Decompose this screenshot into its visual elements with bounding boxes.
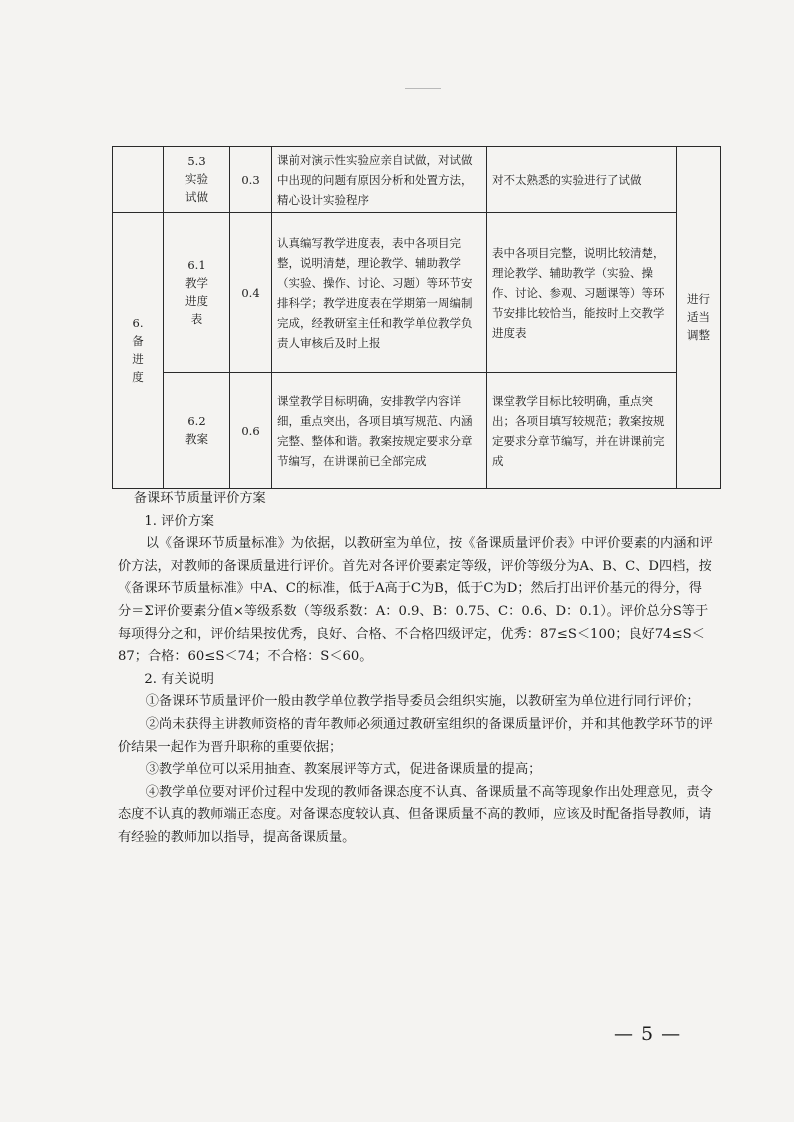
list-item: ①备课环节质量评价一般由教学单位教学指导委员会组织实施，以教研室为单位进行同行评价；: [145, 694, 700, 710]
quality-standard-table: [112, 146, 721, 489]
remark-cell: 进行适当调整: [677, 147, 721, 489]
table-row: [113, 373, 721, 489]
category-cell-empty: [113, 147, 164, 213]
weight-cell: 0.6: [230, 373, 272, 489]
sub-heading: 1. 评价方案: [144, 513, 214, 529]
scan-mark: [405, 88, 441, 89]
standard-a-cell: 课前对演示性实验应亲自试做，对试做中出现的问题有原因分析和处置方法，精心设计实验程序: [272, 147, 487, 213]
sub-item-cell: 6.2 教案: [164, 373, 230, 489]
evaluation-text: [118, 488, 714, 850]
weight-cell: 0.4: [230, 213, 272, 373]
category-cell: 6.备进度: [113, 213, 164, 489]
section-heading: 备课环节质量评价方案: [133, 491, 266, 506]
standard-c-cell: 对不太熟悉的实验进行了试做: [487, 147, 677, 213]
list-item: ③教学单位可以采用抽查、教案展评等方式，促进备课质量的提高；: [145, 762, 542, 778]
standard-c-cell: 课堂教学目标比较明确，重点突出；各项目填写较规范；教案按规定要求分章节编写，并在讲课前完成: [487, 373, 677, 489]
weight-cell: 0.3: [230, 147, 272, 213]
sub-item-cell: 5.3 实验试做: [164, 147, 230, 213]
list-item: ④教学单位要对评价过程中发现的教师备课态度不认真、备课质量不高等现象作出处理意见，责令态度不认真的教师端正态度。对备课态度较认真、但备课质量不高的教师，应该及时配备指导教师，请有经验的教师加以指导，提高备课质量。: [118, 784, 713, 845]
table-row: [113, 213, 721, 373]
page-number: — 5 —: [614, 1023, 682, 1045]
standard-a-cell: 认真编写教学进度表，表中各项目完整，说明清楚，理论教学、辅助教学（实验、操作、讨论、习题）等环节安排科学；教学进度表在学期第一周编制完成，经教研室主任和教学单位教学负责人审核后及时上报: [272, 213, 487, 373]
sub-heading: 2. 有关说明: [144, 671, 214, 687]
list-item: ②尚未获得主讲教师资格的青年教师必须通过教研室组织的备课质量评价，并和其他教学环节的评价结果一起作为晋升职称的重要依据；: [118, 716, 713, 755]
sub-item-cell: 6.1 教学进度表: [164, 213, 230, 373]
standard-a-cell: 课堂教学目标明确，安排教学内容详细，重点突出，各项目填写规范、内涵完整、整体和谐。教案按规定要求分章节编写，在讲课前已全部完成: [272, 373, 487, 489]
paragraph: 以《备课环节质量标准》为依据，以教研室为单位，按《备课质量评价表》中评价要素的内涵和评价方法，对教师的备课质量进行评价。首先对各评价要素定等级，评价等级分为A、B、C、D四档，按《备课环节质量标准》中A、C的标准，低于A高于C为B，低于C为D；然后打出评价基元的得分，得分＝Σ评价要素分值×等级系数（等级系数：A：0.9、B：0.75、C：0.6、D：0.1）。评价总分S等于每项得分之和，评价结果按优秀，良好、合格、不合格四级评定，优秀：87≤S＜100；良好74≤S＜87；合格：60≤S＜74；不合格：S＜60。: [118, 536, 713, 665]
table-row: [113, 147, 721, 213]
standard-c-cell: 表中各项目完整，说明比较清楚，理论教学、辅助教学（实验、操作、讨论、参观、习题课等）等环节安排比较恰当，能按时上交教学进度表: [487, 213, 677, 373]
